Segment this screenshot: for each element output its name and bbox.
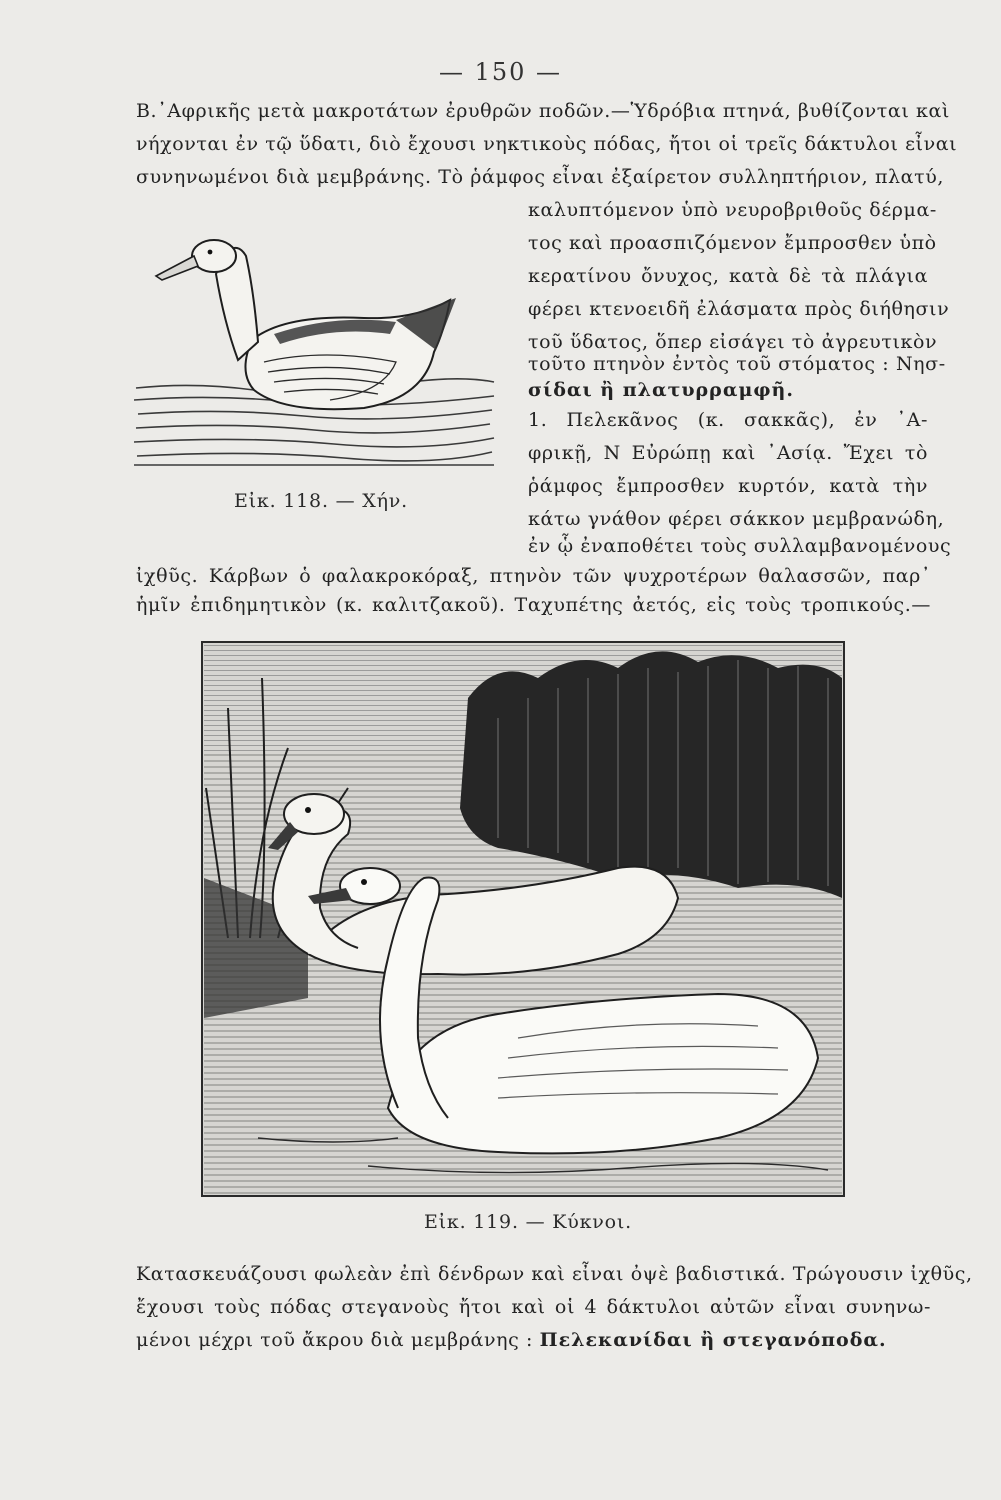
text-line-right-6: τοῦτο πτηνὸν ἐντὸς τοῦ στόματος : Νησ-: [528, 353, 946, 375]
text-line-bottom-3-plain: μένοι μέχρι τοῦ ἄκρου διὰ μεμβράνης :: [136, 1329, 540, 1351]
text-line-right2-5: ἐν ᾧ ἐναποθέτει τοὺς συλλαμβανομένους: [528, 535, 952, 557]
text-line-top-2: νήχονται ἐν τῷ ὕδατι, διὸ ἔχουσι νηκτικοὺς πόδας, ἤτοι οἱ τρεῖς δάκτυλοι εἶναι: [136, 133, 958, 155]
text-line-top-1: Β.᾽Αφρικῆς μετὰ μακροτάτων ἐρυθρῶν ποδῶν.—Ὑδρόβια πτηνά, βυθίζονται καὶ: [136, 100, 950, 122]
text-line-middle-2: ἡμῖν ἐπιδημητικὸν (κ. καλιτζακοῦ). Ταχυπέτης ἀετός, εἰς τοὺς τροπικούς.—: [136, 594, 931, 616]
page-number: — 150 —: [438, 58, 563, 86]
figure-swans-engraving: [198, 638, 848, 1200]
text-line-right2-1: 1. Πελεκᾶνος (κ. σακκᾶς), ἐν ᾽Α-: [528, 409, 928, 431]
text-line-right-bold-term: σίδαι ἢ πλατυρραμφῆ.: [528, 379, 794, 401]
figure-118-caption: Εἰκ. 118. — Χήν.: [234, 490, 408, 512]
text-line-bottom-2: ἔχουσι τοὺς πόδας στεγανοὺς ἤτοι καὶ οἱ 4 δάκτυλοι αὐτῶν εἶναι συνηνω-: [136, 1296, 931, 1318]
text-line-right-2: τος καὶ προασπιζόμενον ἔμπροσθεν ὑπὸ: [528, 232, 937, 254]
text-line-middle-1: ἰχθῦς. Κάρβων ὁ φαλακροκόραξ, πτηνὸν τῶν ψυχροτέρων θαλασσῶν, παρ᾽: [136, 565, 931, 587]
text-line-bottom-1: Κατασκευάζουσι φωλεὰν ἐπὶ δένδρων καὶ εἶναι ὀψὲ βαδιστικά. Τρώγουσιν ἰχθῦς,: [136, 1263, 973, 1285]
text-line-bottom-3: [136, 1327, 931, 1353]
text-line-right-3: κερατίνου ὄνυχος, κατὰ δὲ τὰ πλάγια: [528, 265, 928, 287]
text-line-top-3: συνηνωμένοι διὰ μεμβράνης. Τὸ ῥάμφος εἶναι ἐξαίρετον συλληπτήριον, πλατύ,: [136, 166, 945, 188]
figure-goose-illustration: [134, 222, 496, 467]
text-line-right2-3: ῥάμφος ἔμπροσθεν κυρτόν, κατὰ τὴν: [528, 475, 928, 497]
text-line-right2-4: κάτω γνάθον φέρει σάκκον μεμβρανώδη,: [528, 508, 945, 530]
text-line-right-1: καλυπτόμενον ὑπὸ νευροβριθοῦς δέρμα-: [528, 199, 937, 221]
text-line-right-4: φέρει κτενοειδῆ ἐλάσματα πρὸς διήθησιν: [528, 298, 950, 320]
text-line-right2-2: φρικῇ, Ν Εὐρώπῃ καὶ ᾽Ασίᾳ. Ἔχει τὸ: [528, 442, 928, 464]
text-line-right-5: τοῦ ὕδατος, ὅπερ εἰσάγει τὸ ἀγρευτικὸν: [528, 331, 938, 353]
text-line-bottom-3-bold-term: Πελεκανίδαι ἢ στεγανόποδα.: [539, 1329, 887, 1351]
figure-119-caption: Εἰκ. 119. — Κύκνοι.: [424, 1211, 632, 1233]
